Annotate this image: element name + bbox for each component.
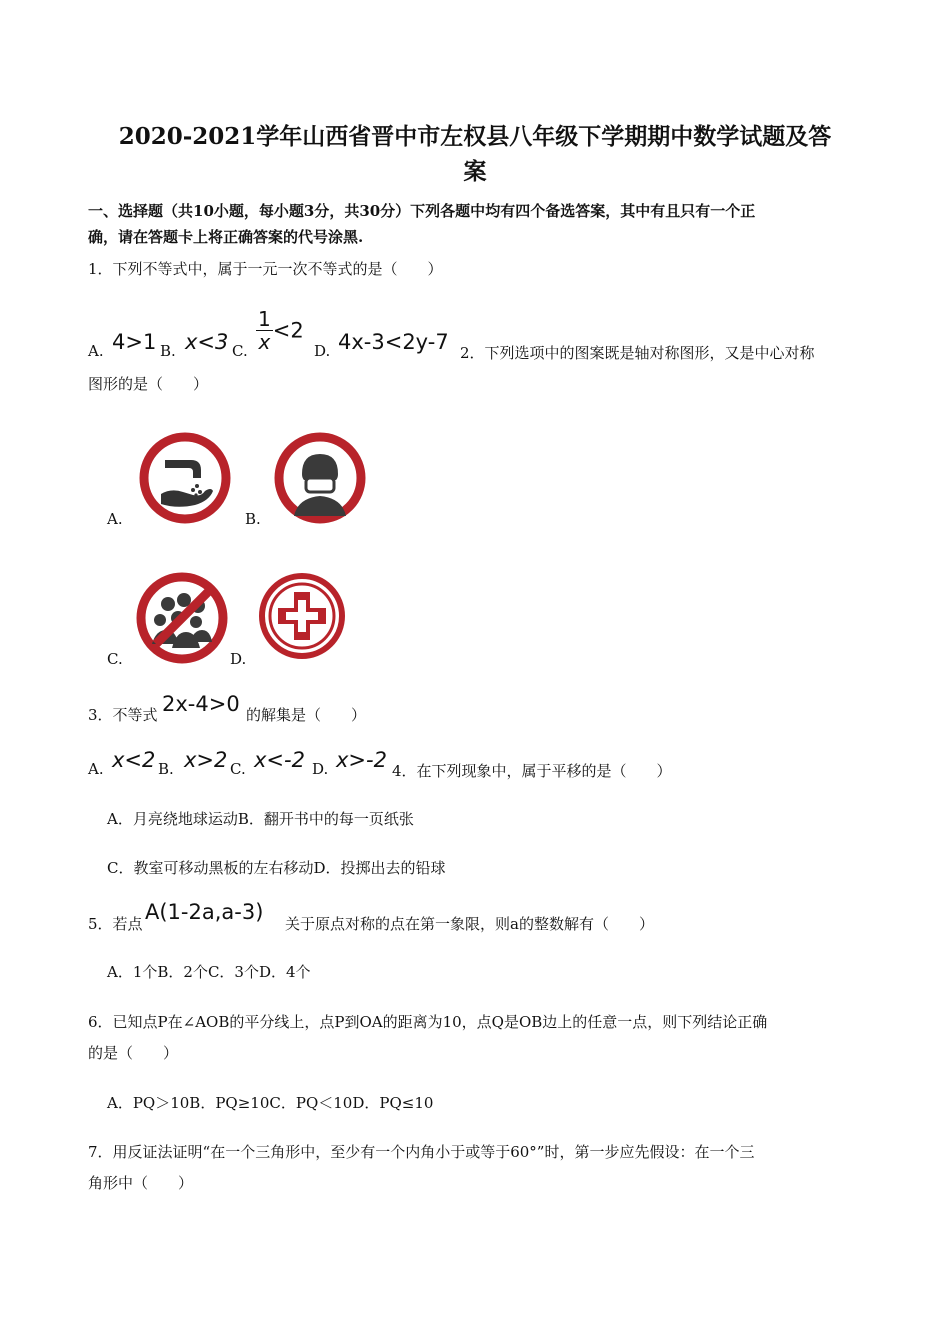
q7-stem-line1: 7．用反证法证明“在一个三角形中，至少有一个内角小于或等于60°”时，第一步应先假设：在一个三 xyxy=(88,1143,755,1161)
q3-option-c-label: C. xyxy=(230,760,246,778)
q3-stem-post: 的解集是（ ） xyxy=(246,706,367,724)
q5-stem-pre: 5．若点 xyxy=(88,915,143,933)
q3-option-b-label: B. xyxy=(158,760,174,778)
hand-wash-icon xyxy=(137,432,233,524)
q3-option-c-math: x<-2 xyxy=(254,748,305,772)
q7-stem-line2: 角形中（ ） xyxy=(88,1174,194,1192)
section-heading-line1: 一、选择题（共10小题，每小题3分，共30分）下列各题中均有四个备选答案，其中有且只有一个正 xyxy=(88,202,756,220)
q3-stem-math: 2x-4>0 xyxy=(162,692,240,716)
q1-option-a-label: A. xyxy=(88,342,104,360)
q4-options-line1: A．月亮绕地球运动B．翻开书中的每一页纸张 xyxy=(107,810,414,828)
medical-cross-icon xyxy=(254,570,350,662)
face-mask-icon xyxy=(272,432,368,524)
q6-stem-line1: 6．已知点P在∠AOB的平分线上，点P到OA的距离为10，点Q是OB边上的任意一点，则下列结论正确 xyxy=(88,1013,768,1031)
q3-option-d-label: D. xyxy=(312,760,329,778)
q1-option-c-math xyxy=(256,308,304,353)
q1-option-c-label: C. xyxy=(232,342,248,360)
q1-option-c-rest: <2 xyxy=(272,318,304,343)
q1-option-d-label: D. xyxy=(314,342,331,360)
q4-options-line2: C．教室可移动黑板的左右移动D．投掷出去的铅球 xyxy=(107,859,446,877)
q2-stem-line2: 图形的是（ ） xyxy=(88,375,209,393)
q2-option-a-label: A. xyxy=(107,510,123,528)
q3-option-a-label: A. xyxy=(88,760,104,778)
q5-stem-post: 关于原点对称的点在第一象限，则a的整数解有（ ） xyxy=(285,915,654,933)
q1-option-c-denominator: x xyxy=(258,330,271,354)
q3-option-b-math: x>2 xyxy=(184,748,228,772)
q1-option-d-math: 4x-3<2y-7 xyxy=(338,330,449,354)
q3-stem-pre: 3．不等式 xyxy=(88,706,158,724)
q6-stem-line2: 的是（ ） xyxy=(88,1044,179,1062)
no-gathering-icon xyxy=(134,572,230,664)
q1-option-a-math: 4>1 xyxy=(112,330,157,354)
q4-stem: 4．在下列现象中，属于平移的是（ ） xyxy=(392,762,672,780)
q3-option-d-math: x>-2 xyxy=(336,748,387,772)
q3-option-a-math: x<2 xyxy=(112,748,156,772)
page-title-line2: 案 xyxy=(463,158,487,185)
q1-option-c-numerator: 1 xyxy=(258,307,271,331)
q6-options: A．PQ＞10B．PQ≥10C．PQ＜10D．PQ≤10 xyxy=(107,1094,434,1112)
q2-option-d-label: D. xyxy=(230,650,247,668)
section-heading-line2: 确，请在答题卡上将正确答案的代号涂黑. xyxy=(88,228,364,246)
q2-option-b-label: B. xyxy=(245,510,261,528)
q2-stem-line1: 2．下列选项中的图案既是轴对称图形，又是中心对称 xyxy=(460,344,815,362)
q5-stem-math: A(1-2a,a-3) xyxy=(145,900,264,924)
page-title-line1: 2020-2021学年山西省晋中市左权县八年级下学期期中数学试题及答 xyxy=(118,123,832,150)
q1-option-b-math: x<3 xyxy=(185,330,229,354)
q2-option-c-label: C. xyxy=(107,650,123,668)
q5-options: A．1个B．2个C．3个D．4个 xyxy=(107,963,311,981)
q1-stem: 1．下列不等式中，属于一元一次不等式的是（ ） xyxy=(88,260,443,278)
q1-option-b-label: B. xyxy=(160,342,176,360)
